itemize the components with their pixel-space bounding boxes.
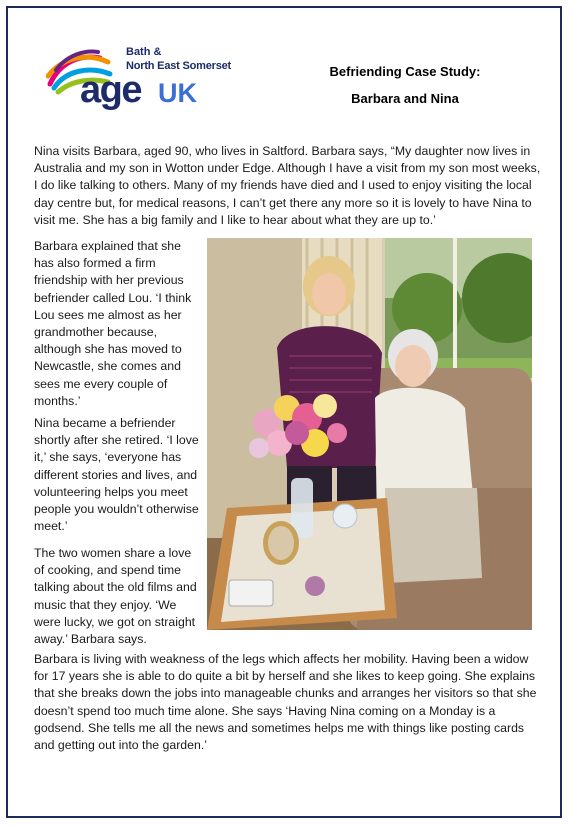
logo-region-line1: Bath & — [126, 46, 162, 58]
case-study-title: Befriending Case Study: — [329, 64, 481, 79]
photo-barbara-and-nina — [207, 238, 532, 630]
outro-paragraph: Barbara is living with weakness of the legs which affects her mobility. Having been a widow for 17 years she is able to do quite a bit by herself and she likes to keep going. She explains that she breaks down the jobs into manageable chunks and arranges her visitors so that she doesn’t spend too much time alone. She says ‘Having Nina coming on a Monday is a godsend. She tells me all the news and sometimes helps me with things like posting cards and getting out into the garden.’ — [34, 652, 537, 753]
lou-paragraph: Barbara explained that she has also formed a firm friendship with her previous befriender called Lou. ‘I think Lou sees me almost as her grandmother because, although she has moved to Newcastle, she comes and sees me every couple of months.’ — [34, 239, 192, 408]
cooking-paragraph: The two women share a love of cooking, and spend time talking about the old films and music that they enjoy. ‘We were lucky, we got on straight away.’ Barbara says. — [34, 546, 197, 647]
logo-wordmark-uk: UK — [158, 78, 197, 108]
age-uk-logo — [46, 46, 246, 116]
intro-paragraph: Nina visits Barbara, aged 90, who lives in Saltford. Barbara says, “My daughter now lives in Australia and my son in Wotton under Edge. Although I have a visit from my son most weeks, I do like talking to others. Many of my friends have died and I used to enjoy visiting the local day centre but, for medical reasons, I can’t get there any more so it is lovely to have Nina to visit me. She has a big family and I like to hear about what they are up to.’ — [34, 144, 541, 227]
logo-region-line2: North East Somerset — [126, 60, 232, 72]
retired-paragraph: Nina became a befriender shortly after she retired. ‘I love it,’ she says, ‘everyone has different stories and lives, and volunteering helps you meet people you wouldn’t otherwise meet.’ — [34, 416, 199, 534]
case-study-heading — [300, 64, 510, 106]
logo-wordmark-age: age — [80, 69, 141, 111]
case-study-subtitle: Barbara and Nina — [351, 91, 459, 106]
